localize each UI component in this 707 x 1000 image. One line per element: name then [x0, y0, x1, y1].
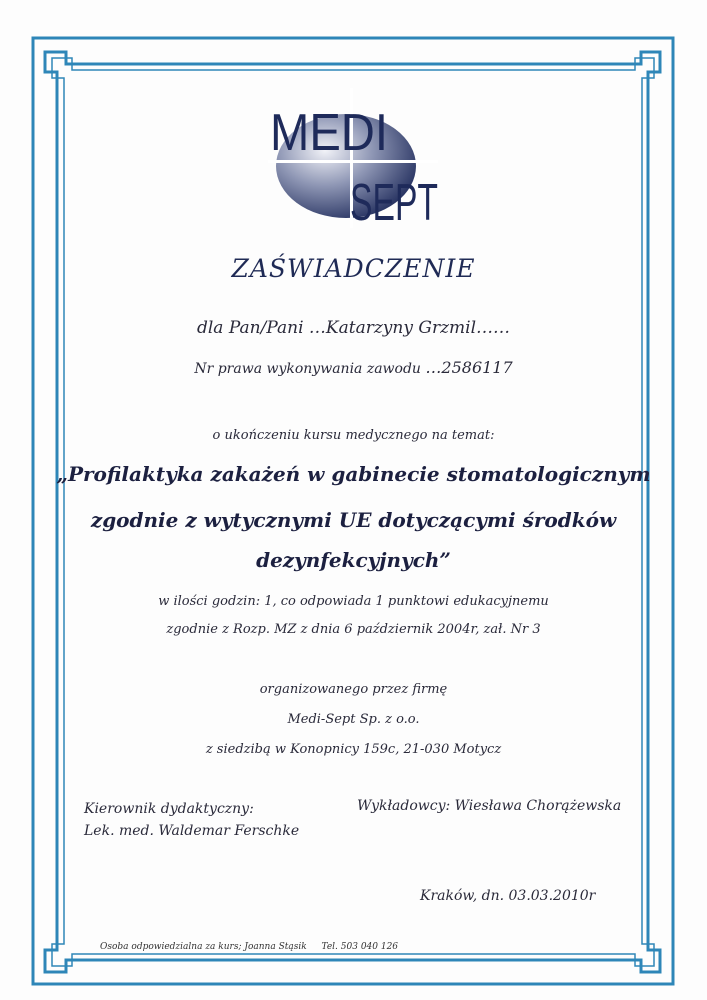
certificate-title: ZAŚWIADCZENIE [231, 254, 476, 283]
course-title-line-3: dezynfekcyjnych” [256, 548, 451, 572]
footer-phone: Tel. 503 040 126 [321, 942, 399, 952]
organizer-line-1: organizowanego przez firmę [259, 682, 448, 697]
license-number: …2586117 [425, 358, 513, 377]
logo-medi-text: MEDI [270, 104, 388, 162]
medisept-logo [268, 88, 438, 232]
director-name: Lek. med. Waldemar Ferschke [84, 823, 300, 839]
recipient-line: dla Pan/Pani …Katarzyny Grzmil…… [196, 318, 511, 338]
place-date: Kraków, dn. 03.03.2010r [420, 888, 596, 904]
organizer-line-3: z siedzibą w Konopnicy 159c, 21-030 Motycz [205, 742, 502, 757]
director-label: Kierownik dydaktyczny: [84, 801, 254, 817]
license-line [0, 358, 707, 377]
hours-line: w ilości godzin: 1, co odpowiada 1 punktowi edukacyjnemu [158, 594, 549, 609]
course-title-line-2: zgodnie z wytycznymi UE dotyczącymi środków [90, 508, 617, 532]
director-block [84, 798, 299, 842]
organizer-line-2: Medi-Sept Sp. z o.o. [287, 712, 420, 727]
regulation-line: zgodnie z Rozp. MZ z dnia 6 październik 2004r, zał. Nr 3 [166, 622, 541, 637]
footer-responsible: Osoba odpowiedzialna za kurs; Joanna Stąsik [100, 942, 307, 952]
license-label: Nr prawa wykonywania zawodu [194, 361, 426, 377]
logo-sept-text: SEPT [350, 174, 438, 232]
course-title-line-1: „Profilaktyka zakażeń w gabinecie stomatologicznym [56, 462, 651, 486]
course-intro: o ukończeniu kursu medycznego na temat: [212, 428, 495, 443]
footer-contact [100, 942, 410, 952]
lecturers-line: Wykładowcy: Wiesława Chorążewska [357, 798, 622, 814]
